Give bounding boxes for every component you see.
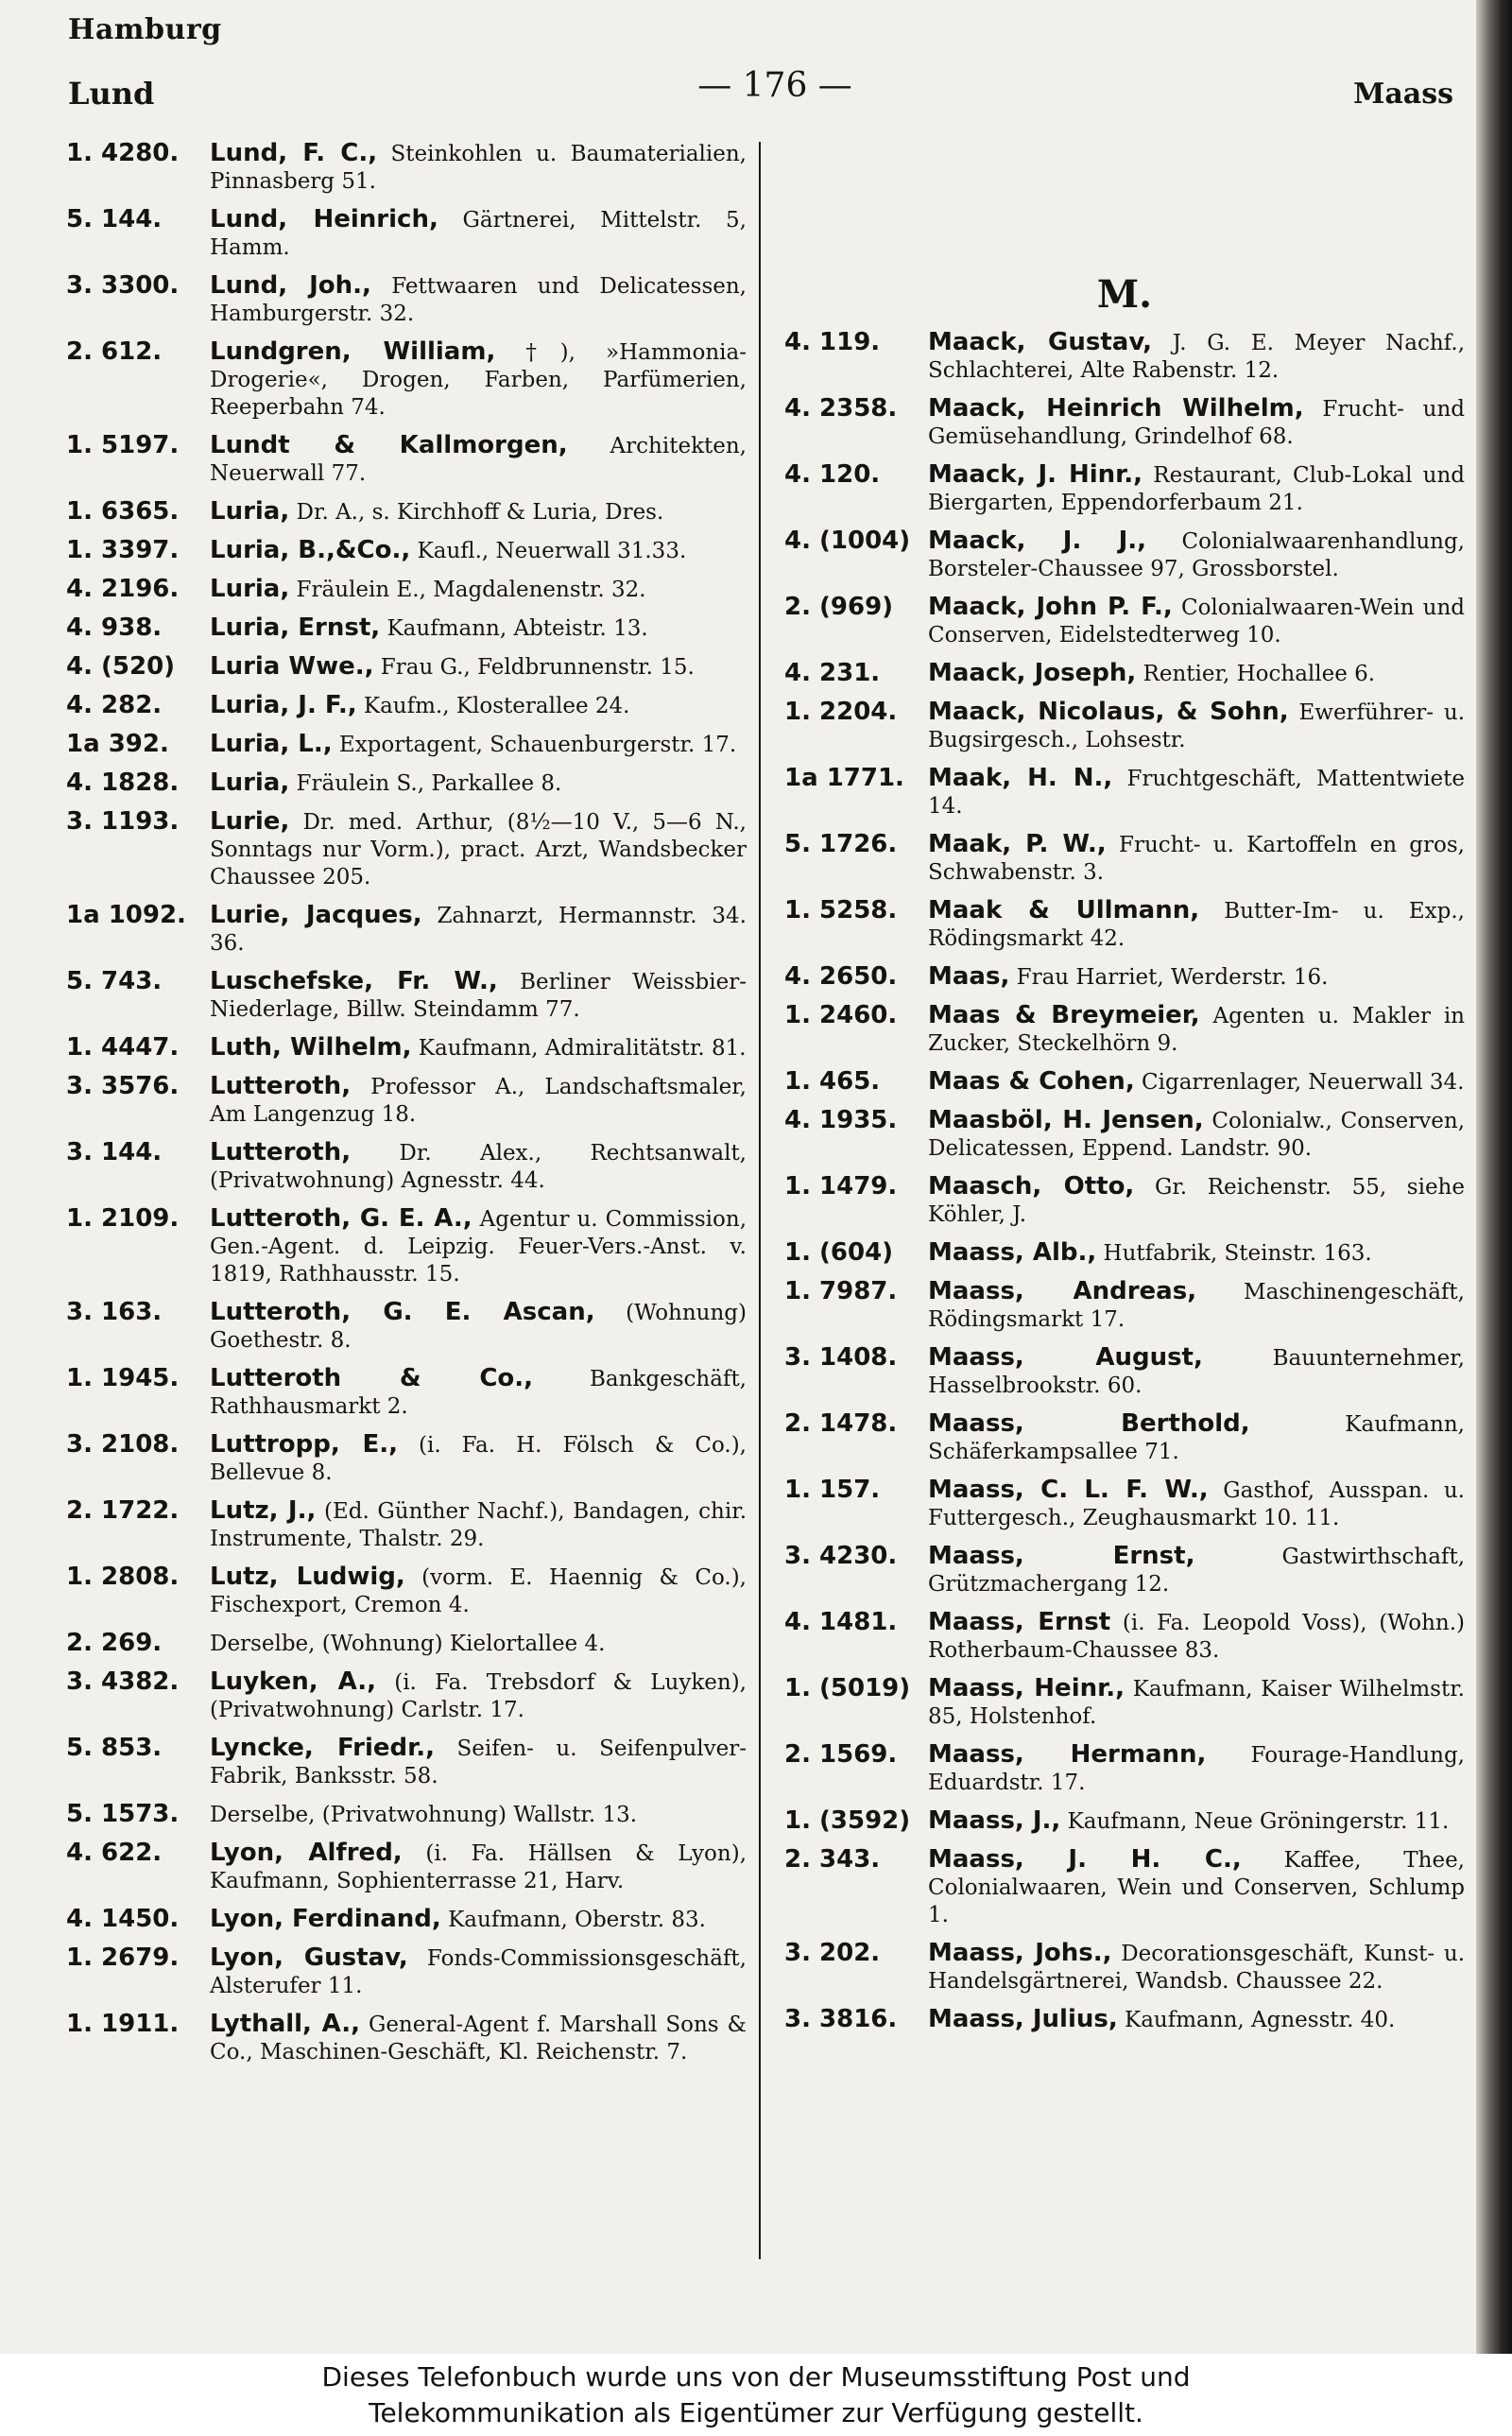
phone-number: 3. 3576. (66, 1072, 180, 1100)
directory-entry (784, 1410, 1465, 1465)
subscriber-name: Lutteroth, (210, 1138, 352, 1166)
phone-number: 4. 938. (66, 613, 163, 642)
directory-entry (66, 1801, 747, 1828)
subscriber-name: Luria, Ernst, (210, 613, 381, 642)
subscriber-name: Luria, (210, 769, 290, 797)
subscriber-name: Lurie, (210, 807, 290, 836)
subscriber-name: Maass, Alb., (928, 1238, 1097, 1267)
subscriber-details: Frucht- u. Kartoffeln en gros, Schwabenstr. 3. (928, 833, 1465, 885)
section-letter: M. (1096, 272, 1153, 317)
subscriber-details: Maschinengeschäft, Rödingsmarkt 17. (928, 1280, 1465, 1332)
directory-entry (66, 1497, 747, 1552)
column-divider (759, 142, 761, 2259)
subscriber-name: Maak, H. N., (928, 764, 1113, 792)
subscriber-details: Kaffee, Thee, Colonialwaaren, Wein und Conserven, Schlump 1. (928, 1848, 1465, 1927)
phone-number: 4. 282. (66, 691, 163, 719)
subscriber-name: Maak & Ullmann, (928, 896, 1200, 924)
directory-entry (66, 968, 747, 1023)
phone-number: 1. 4280. (66, 139, 180, 167)
footer-line-1: Dieses Telefonbuch wurde uns von der Museumsstiftung Post und (321, 2361, 1191, 2393)
directory-entry (784, 660, 1465, 687)
subscriber-name: Lurie, Jacques, (210, 901, 422, 929)
directory-entry (66, 1205, 747, 1287)
subscriber-details: (i. Fa. H. Fölsch & Co.), Bellevue 8. (210, 1433, 747, 1485)
subscriber-name: Luth, Wilhelm, (210, 1033, 412, 1062)
directory-entry (66, 498, 747, 526)
directory-entry (66, 1668, 747, 1723)
directory-entry (784, 1344, 1465, 1399)
subscriber-details: Professor A., Landschaftsmaler, Am Langenzug 18. (210, 1075, 747, 1127)
subscriber-name: Maass, C. L. F. W., (928, 1476, 1209, 1504)
subscriber-name: Luyken, A., (210, 1667, 376, 1696)
subscriber-name: Maass, Ernst, (928, 1542, 1195, 1570)
subscriber-details: Fourage-Handlung, Eduardstr. 17. (928, 1743, 1465, 1795)
subscriber-name: Maass, J., (928, 1806, 1061, 1835)
directory-entry (66, 537, 747, 564)
subscriber-details: Kaufmann, Kaiser Wilhelmstr. 85, Holstenhof. (928, 1677, 1465, 1729)
phone-number: 3. 2108. (66, 1430, 180, 1459)
phone-number: 1. 5258. (784, 896, 898, 924)
subscriber-details: Fräulein E., Magdalenenstr. 32. (289, 578, 646, 602)
subscriber-name: Lyon, Ferdinand, (210, 1905, 441, 1933)
subscriber-name: Luttropp, E., (210, 1430, 398, 1459)
subscriber-name: Maass, Heinr., (928, 1674, 1125, 1702)
directory-entry (784, 1239, 1465, 1267)
phone-number: 1. 4447. (66, 1033, 180, 1062)
directory-entry (66, 1299, 747, 1354)
phone-number: 1. (5019) (784, 1674, 911, 1702)
subscriber-details: Kaufmann, Neue Gröningerstr. 11. (1060, 1809, 1450, 1834)
subscriber-name: Lutteroth & Co., (210, 1364, 534, 1392)
directory-entry (66, 576, 747, 603)
phone-number: 2. 269. (66, 1629, 163, 1657)
subscriber-name: Lutteroth, G. E. Ascan, (210, 1298, 595, 1326)
subscriber-details: Butter-Im- u. Exp., Rödingsmarkt 42. (928, 899, 1465, 951)
directory-entry (66, 140, 747, 195)
subscriber-name: Lutteroth, G. E. A., (210, 1204, 472, 1233)
subscriber-details: Colonialwaarenhandlung, Borsteler-Chaussee 97, Grossborstel. (928, 529, 1465, 581)
phone-number: 5. 743. (66, 967, 163, 995)
subscriber-details: J. G. E. Meyer Nachf., Schlachterei, Alte Rabenstr. 12. (928, 331, 1466, 383)
directory-entry (66, 769, 747, 797)
directory-entry (66, 1735, 747, 1789)
phone-number: 3. 144. (66, 1138, 163, 1166)
directory-entry (784, 1609, 1465, 1664)
subscriber-details: Frucht- und Gemüsehandlung, Grindelhof 68. (928, 397, 1465, 449)
directory-entry (784, 527, 1465, 582)
directory-entry (784, 1807, 1465, 1835)
directory-entry (784, 329, 1465, 384)
subscriber-details: Dr. A., s. Kirchhoff & Luria, Dres. (289, 500, 664, 525)
subscriber-name: Maack, Heinrich Wilhelm, (928, 394, 1304, 423)
directory-entry (784, 2006, 1465, 2033)
phone-number: 1. 2460. (784, 1001, 898, 1029)
subscriber-details: Exportagent, Schauenburgerstr. 17. (332, 733, 737, 757)
subscriber-details: General-Agent f. Marshall Sons & Co., Maschinen-Geschäft, Kl. Reichenstr. 7. (210, 2013, 747, 2065)
subscriber-details: Kaufl., Neuerwall 31.33. (410, 539, 687, 563)
phone-number: 4. 1935. (784, 1106, 898, 1134)
subscriber-details: Kaufmann, Schäferkampsallee 71. (928, 1412, 1465, 1464)
subscriber-name: Maass, Hermann, (928, 1740, 1207, 1769)
phone-number: 1. 3397. (66, 536, 180, 564)
subscriber-details: Hutfabrik, Steinstr. 163. (1096, 1241, 1372, 1266)
directory-entry (66, 1073, 747, 1128)
directory-entry (66, 653, 747, 681)
subscriber-name: Maack, Nicolaus, & Sohn, (928, 698, 1289, 726)
phone-number: 2. 612. (66, 337, 163, 366)
page-number: — 176 — (697, 66, 852, 105)
directory-entry (66, 1630, 747, 1657)
directory-entry (66, 1365, 747, 1420)
city-heading: Hamburg (68, 13, 222, 46)
subscriber-name: Maack, John P. F., (928, 593, 1173, 621)
subscriber-name: Maass, Ernst (928, 1608, 1111, 1636)
subscriber-name: Maas & Breymeier, (928, 1001, 1200, 1029)
phone-number: 4. 119. (784, 328, 881, 356)
header-first-entry: Lund (68, 76, 155, 112)
subscriber-details: Decorationsgeschäft, Kunst- u. Handelsgärtnerei, Wandsb. Chaussee 22. (928, 1942, 1466, 1994)
subscriber-name: Maass, J. H. C., (928, 1845, 1242, 1874)
subscriber-details: (vorm. E. Haennig & Co.), Fischexport, Cremon 4. (210, 1565, 747, 1617)
directory-entry (66, 1034, 747, 1062)
directory-entry (784, 963, 1465, 991)
subscriber-details: Restaurant, Club-Lokal und Biergarten, Eppendorferbaum 21. (928, 463, 1466, 515)
subscriber-details: Gastwirthschaft, Grützmachergang 12. (928, 1545, 1465, 1597)
subscriber-name: Maasböl, H. Jensen, (928, 1106, 1204, 1134)
directory-entry (66, 731, 747, 758)
subscriber-details: Architekten, Neuerwall 77. (210, 434, 747, 486)
phone-number: 4. 1828. (66, 769, 180, 797)
subscriber-name: Luria Wwe., (210, 652, 374, 681)
phone-number: 1a 1771. (784, 764, 904, 792)
subscriber-name: Maasch, Otto, (928, 1172, 1135, 1201)
phone-number: 4. 2358. (784, 394, 898, 423)
directory-entry (784, 1477, 1465, 1531)
subscriber-name: Lythall, A., (210, 2010, 360, 2038)
phone-number: 4. (520) (66, 652, 176, 681)
subscriber-details: Colonialwaaren-Wein und Conserven, Eidelstedterweg 10. (928, 596, 1466, 648)
subscriber-name: Lund, Heinrich, (210, 205, 438, 233)
directory-entry (784, 1675, 1465, 1730)
subscriber-details: †), »Hammonia-Drogerie«, Drogen, Farben, Parfümerien, Reeperbahn 74. (210, 340, 747, 420)
subscriber-name: Maack, J. J., (928, 527, 1146, 555)
phone-number: 2. 1478. (784, 1409, 898, 1438)
subscriber-name: Luria, J. F., (210, 691, 357, 719)
subscriber-details: Agenten u. Makler in Zucker, Steckelhörn 9. (928, 1004, 1465, 1056)
subscriber-details: Gasthof, Ausspan. u. Futtergesch., Zeughausmarkt 10. 11. (928, 1478, 1465, 1530)
subscriber-details: Kaufmann, Agnesstr. 40. (1117, 2008, 1396, 2032)
directory-entry (784, 897, 1465, 952)
phone-number: 1. 2109. (66, 1204, 180, 1233)
subscriber-details: Seifen- u. Seifenpulver-Fabrik, Banksstr. 58. (210, 1736, 747, 1788)
subscriber-details: Cigarrenlager, Neuerwall 34. (1134, 1070, 1465, 1095)
directory-entry (66, 1139, 747, 1194)
phone-number: 5. 1573. (66, 1800, 180, 1828)
directory-entry (784, 1278, 1465, 1333)
phone-number: 5. 1726. (784, 830, 898, 858)
scan-binding-edge (1476, 0, 1512, 2354)
directory-entry (784, 1846, 1465, 1928)
phone-number: 1. 5197. (66, 431, 180, 459)
directory-entry (784, 461, 1465, 516)
phone-number: 1a 392. (66, 730, 169, 758)
directory-entry (66, 692, 747, 719)
phone-number: 3. 3300. (66, 271, 180, 300)
subscriber-details: Derselbe, (Wohnung) Kielortallee 4. (210, 1632, 606, 1656)
subscriber-details: (Ed. Günther Nachf.), Bandagen, chir. Instrumente, Thalstr. 29. (210, 1499, 747, 1551)
phone-number: 1. 157. (784, 1476, 881, 1504)
subscriber-name: Lund, F. C., (210, 139, 378, 167)
subscriber-name: Maack, Gustav, (928, 328, 1153, 356)
subscriber-details: (i. Fa. Leopold Voss), (Wohn.) Rotherbaum-Chaussee 83. (928, 1611, 1466, 1663)
phone-number: 1. 1945. (66, 1364, 180, 1392)
subscriber-details: Bauunternehmer, Hasselbrookstr. 60. (928, 1346, 1465, 1398)
subscriber-name: Lundt & Kallmorgen, (210, 431, 568, 459)
phone-number: 1. (3592) (784, 1806, 911, 1835)
subscriber-name: Maass, Berthold, (928, 1409, 1250, 1438)
subscriber-name: Maass, Julius, (928, 2005, 1118, 2033)
subscriber-details: (Wohnung) Goethestr. 8. (210, 1301, 747, 1353)
phone-number: 4. 2196. (66, 575, 180, 603)
directory-entry (66, 1944, 747, 1999)
subscriber-details: Colonialw., Conserven, Delicatessen, Eppend. Landstr. 90. (928, 1109, 1465, 1161)
subscriber-name: Lund, Joh., (210, 271, 371, 300)
subscriber-details: Frau Harriet, Werderstr. 16. (1009, 965, 1329, 990)
phone-number: 1. 2808. (66, 1563, 180, 1591)
subscriber-name: Maack, Joseph, (928, 659, 1137, 687)
phone-number: 5. 853. (66, 1734, 163, 1762)
subscriber-name: Maas, (928, 962, 1010, 991)
left-column (66, 140, 747, 2077)
phone-number: 3. 1193. (66, 807, 180, 836)
phone-number: 4. (1004) (784, 527, 911, 555)
subscriber-name: Luria, L., (210, 730, 333, 758)
phone-number: 1. (604) (784, 1238, 894, 1267)
phone-number: 1. 7987. (784, 1277, 898, 1305)
phone-number: 3. 1408. (784, 1343, 898, 1372)
phone-number: 3. 4382. (66, 1667, 180, 1696)
subscriber-details: Rentier, Hochallee 6. (1136, 662, 1376, 686)
directory-entry (66, 808, 747, 890)
directory-entry (66, 2011, 747, 2065)
phone-number: 1. 1911. (66, 2010, 180, 2038)
directory-entry (784, 1173, 1465, 1228)
phone-number: 3. 3816. (784, 2005, 898, 2033)
subscriber-details: Ewerführer- u. Bugsirgesch., Lohsestr. (928, 700, 1466, 752)
subscriber-name: Lutz, J., (210, 1496, 317, 1525)
phone-number: 4. 231. (784, 659, 881, 687)
directory-entry (66, 432, 747, 487)
subscriber-name: Maass, Johs., (928, 1939, 1112, 1967)
subscriber-details: Fräulein S., Parkallee 8. (289, 771, 562, 796)
phone-number: 4. 2650. (784, 962, 898, 991)
subscriber-details: Fonds-Commissionsgeschäft, Alsterufer 11. (210, 1946, 747, 1998)
directory-entry (784, 1741, 1465, 1796)
phone-number: 2. 1569. (784, 1740, 898, 1769)
subscriber-details: Frau G., Feldbrunnenstr. 15. (373, 655, 695, 680)
directory-entry (784, 1543, 1465, 1598)
directory-entry (66, 1906, 747, 1933)
subscriber-details: Gr. Reichenstr. 55, siehe Köhler, J. (928, 1175, 1465, 1227)
subscriber-name: Lutz, Ludwig, (210, 1563, 405, 1591)
phone-number: 1. 2679. (66, 1944, 180, 1972)
subscriber-details: Dr. Alex., Rechtsanwalt, (Privatwohnung) Agnesstr. 44. (210, 1141, 747, 1193)
subscriber-name: Lyon, Alfred, (210, 1839, 403, 1867)
directory-entry (784, 699, 1465, 753)
subscriber-name: Lyon, Gustav, (210, 1944, 408, 1972)
subscriber-name: Lyncke, Friedr., (210, 1734, 435, 1762)
subscriber-details: Bankgeschäft, Rathhausmarkt 2. (210, 1367, 747, 1419)
subscriber-details: Steinkohlen u. Baumaterialien, Pinnasberg 51. (210, 142, 747, 194)
phone-number: 1a 1092. (66, 901, 186, 929)
subscriber-name: Luschefske, Fr. W., (210, 967, 498, 995)
header-last-entry: Maass (1353, 78, 1453, 111)
subscriber-details: Kaufm., Klosterallee 24. (356, 694, 630, 718)
phone-number: 3. 163. (66, 1298, 163, 1326)
subscriber-details: Gärtnerei, Mittelstr. 5, Hamm. (210, 208, 747, 260)
phone-number: 5. 144. (66, 205, 163, 233)
directory-entry (66, 206, 747, 261)
directory-entry (66, 1564, 747, 1618)
subscriber-details: Kaufmann, Oberstr. 83. (440, 1908, 706, 1932)
subscriber-name: Luria, (210, 575, 290, 603)
directory-entry (784, 1002, 1465, 1057)
subscriber-name: Maass, Andreas, (928, 1277, 1197, 1305)
directory-entry (784, 1940, 1465, 1995)
phone-number: 2. 343. (784, 1845, 881, 1874)
subscriber-details: Fettwaaren und Delicatessen, Hamburgerstr. 32. (210, 274, 747, 326)
subscriber-name: Lutteroth, (210, 1072, 352, 1100)
phone-number: 2. (969) (784, 593, 894, 621)
directory-entry (66, 1431, 747, 1486)
subscriber-details: Berliner Weissbier-Niederlage, Billw. Steindamm 77. (210, 970, 747, 1022)
directory-entry (784, 831, 1465, 886)
subscriber-details: (i. Fa. Hällsen & Lyon), Kaufmann, Sophienterrasse 21, Harv. (210, 1841, 747, 1893)
phone-number: 1. 6365. (66, 497, 180, 526)
subscriber-details: Kaufmann, Admiralitätstr. 81. (411, 1036, 747, 1061)
phone-number: 3. 4230. (784, 1542, 898, 1570)
directory-entry (784, 594, 1465, 648)
subscriber-name: Lundgren, William, (210, 337, 496, 366)
phone-number: 1. 465. (784, 1067, 881, 1096)
phone-number: 4. 622. (66, 1839, 163, 1867)
subscriber-details: Agentur u. Commission, Gen.-Agent. d. Leipzig. Feuer-Vers.-Anst. v. 1819, Rathhausstr. 15. (210, 1207, 747, 1287)
subscriber-details: Fruchtgeschäft, Mattentwiete 14. (928, 767, 1465, 819)
directory-entry (66, 1840, 747, 1894)
directory-entry (784, 1068, 1465, 1096)
subscriber-details: Dr. med. Arthur, (8½—10 V., 5—6 N., Sonntags nur Vorm.), pract. Arzt, Wandsbecker Chaussee 205. (210, 810, 747, 890)
phone-number: 3. 202. (784, 1939, 881, 1967)
directory-entry (784, 765, 1465, 820)
directory-entry (66, 338, 747, 421)
phone-number: 2. 1722. (66, 1496, 180, 1525)
subscriber-name: Luria, (210, 497, 290, 526)
subscriber-name: Maass, August, (928, 1343, 1203, 1372)
phone-number: 4. 120. (784, 460, 881, 489)
directory-entry (784, 395, 1465, 450)
directory-entry (66, 614, 747, 642)
subscriber-details: (i. Fa. Trebsdorf & Luyken), (Privatwohnung) Carlstr. 17. (210, 1670, 747, 1722)
subscriber-name: Maack, J. Hinr., (928, 460, 1143, 489)
phone-number: 4. 1481. (784, 1608, 898, 1636)
subscriber-name: Maak, P. W., (928, 830, 1107, 858)
subscriber-name: Maas & Cohen, (928, 1067, 1135, 1096)
subscriber-details: Zahnarzt, Hermannstr. 34. 36. (210, 904, 747, 956)
subscriber-details: Derselbe, (Privatwohnung) Wallstr. 13. (210, 1803, 638, 1827)
subscriber-name: Luria, B.,&Co., (210, 536, 411, 564)
directory-entry (784, 1107, 1465, 1162)
right-column (784, 140, 1465, 2045)
phone-number: 4. 1450. (66, 1905, 180, 1933)
directory-entry (66, 272, 747, 327)
subscriber-details: Kaufmann, Abteistr. 13. (380, 616, 648, 641)
footer-line-2: Telekommunikation als Eigentümer zur Verfügung gestellt. (369, 2397, 1143, 2428)
footer-notice (0, 2354, 1512, 2436)
directory-entry (66, 902, 747, 957)
phone-number: 1. 1479. (784, 1172, 898, 1201)
phone-number: 1. 2204. (784, 698, 898, 726)
